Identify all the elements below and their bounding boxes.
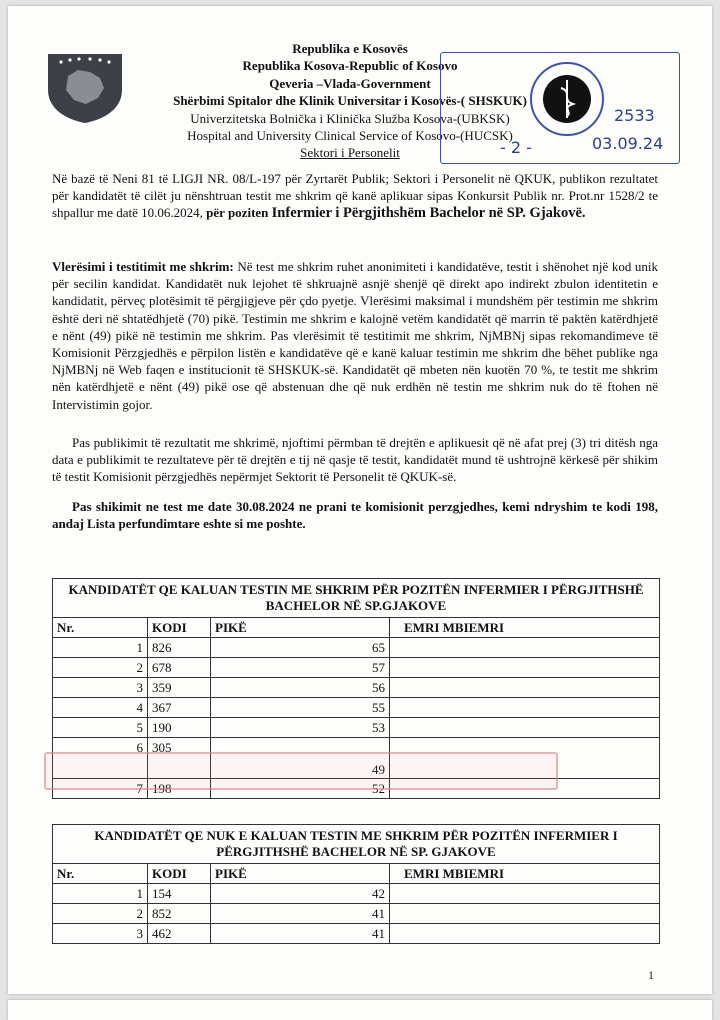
table-row [53,924,660,944]
column-header: KODI [148,864,211,884]
cell-kodi: 198 [148,779,211,799]
table-row [53,638,660,658]
registry-stamp [440,52,680,164]
table-row [53,718,660,738]
table-header-row [53,864,660,884]
table-row [53,884,660,904]
cell-kodi: 359 [148,678,211,698]
cell-name [390,884,660,904]
intro-bold: për poziten [206,205,269,221]
column-header: Nr. [53,864,148,884]
stamp-copy: - 2 - [500,138,532,157]
column-header: EMRI MBIEMRI [390,618,660,638]
cell-pike: 41 [211,904,390,924]
table-row [53,904,660,924]
intro-text: Në bazë të Neni 81 të LIGJI NR. 08/L-197 për Zyrtarët Publik; Sektori i Personelit në QKUK, publikon rezultatet për kandidatët të cilët ju nënshtruan testit me shkrim që kanë aplikuar sipas Konkursit Publik nr. Prot.nr 1528/2 te shpallur me datë 10.06.2024, [52,171,658,221]
stamp-number: 2533 [614,106,655,125]
header-line: Republika e Kosovës [292,41,408,56]
cell-pike: 57 [211,658,390,678]
cell-nr: 6 [53,738,148,779]
cell-kodi: 367 [148,698,211,718]
cell-kodi: 852 [148,904,211,924]
cell-name [390,904,660,924]
header-line: Republika Kosova-Republic of Kosovo [242,58,458,74]
cell-name [390,638,660,658]
header-line: Sektori i Personelit [300,145,400,161]
cell-nr: 7 [53,779,148,799]
cell-name [390,658,660,678]
header-line: Hospital and University Clinical Service of Kosovo-(HUCSK) [187,128,513,144]
table-title: KANDIDATËT QE KALUAN TESTIN ME SHKRIM PËR POZITËN INFERMIER I PËRGJITHSHË BACHELOR NË SP.GJAKOVE [53,579,660,618]
cell-nr: 3 [53,924,148,944]
cell-kodi: 190 [148,718,211,738]
cell-pike: 41 [211,924,390,944]
cell-kodi: 462 [148,924,211,944]
notice-paragraph [52,498,658,532]
row-highlight-marker [44,752,558,790]
cell-pike: 49 [211,738,390,779]
cell-nr: 2 [53,904,148,924]
cell-kodi: 826 [148,638,211,658]
position-title: Infermier i Përgjithshëm Bachelor në SP. Gjakovë. [271,205,586,222]
cell-pike: 55 [211,698,390,718]
cell-nr: 2 [53,658,148,678]
cell-name [390,698,660,718]
table-title: KANDIDATËT QE NUK E KALUAN TESTIN ME SHKRIM PËR POZITËN INFERMIER I PËRGJITHSHË BACHELOR NË SP. GJAKOVE [53,825,660,864]
intro-paragraph [52,170,658,223]
cell-pike: 42 [211,884,390,904]
evaluation-text: Në test me shkrim ruhet anonimiteti i kandidatëve, testit i shënohet një kod unik për secilin kandidat. Kandidatët nuk lejohet të shkruajnë asnjë shenjë që direkt apo indirekt zbulon identitetin e kandidatit, përveç plotësimit të përgjigjeve për çdo pyetje. Vlerësimi maksimal i mundshëm për testimin me shkrim është deri në shtatëdhjetë (70) pikë. Testimin me shkrim e kalojnë vetëm kandidatët që marrin të paktën katërdhjetë e nënt (49) pikë në testimin me shkrim. Pas vlerësimit të testitimit me shkrim, NjMBNj sipas rekomandimeve të Komisionit Përzgjedhës e përpilon listën e kandidatëve që e kanë kaluar testimin me shkrim dhe bëhet publike nga NjMBNj në Web faqen e institucionit të SHSKUK-së. Kandidatët që mbeten nën kuotën 70 %, te testit me shkrim nën katërdhjetë e nënt (49) pikë ose që abstenuan dhe që nuk erdhën në testin me shkrim nuk do të ftohen në Intervistimin gojor. [52,259,658,412]
table-row [53,658,660,678]
cell-name [390,924,660,944]
cell-nr: 4 [53,698,148,718]
cell-pike: 53 [211,718,390,738]
cell-nr: 1 [53,884,148,904]
notice-text: Pas shikimit ne test me date 30.08.2024 ne prani te komisionit perzgjedhes, kemi ndryshim te kodi 198, andaj Lista perfundimtare eshte si me poshte. [52,499,658,532]
table-row [53,678,660,698]
column-header: EMRI MBIEMRI [390,864,660,884]
cell-pike: 56 [211,678,390,698]
cell-nr: 5 [53,718,148,738]
cell-pike: 65 [211,638,390,658]
page-number: 1 [648,968,654,982]
appeal-text: Pas publikimit të rezultatit me shkrimë, njoftimi përmban të drejtën e aplikuesit që në afat prej (3) tri ditësh nga data e publikimit te rezultateve për të drejtën e tij në qasje të testit, kandidatët mund të ushtrojnë kërkesë për shikim të testit Komisionit përzgjedhës nepërmjet Sektorit të Personelit të QKUK-së. [52,435,658,485]
next-page-edge [8,1000,712,1020]
evaluation-paragraph [52,258,658,413]
cell-nr: 3 [53,678,148,698]
seal-icon [528,60,606,138]
column-header: PIKË [211,864,390,884]
failed-candidates-table [52,824,660,944]
appeal-paragraph [52,434,658,486]
cell-kodi: 678 [148,658,211,678]
cell-kodi: 305 [148,738,211,779]
column-header: Nr. [53,618,148,638]
header-line: Shërbimi Spitalor dhe Klinik Universitar i Kosovës-( SHSKUK) [173,93,527,109]
table-header-row [53,618,660,638]
column-header: KODI [148,618,211,638]
stamp-date: 03.09.24 [592,134,664,153]
cell-name [390,718,660,738]
cell-name [390,678,660,698]
cell-pike: 52 [211,779,390,799]
header-line: Qeveria –Vlada-Government [269,75,431,91]
evaluation-label: Vlerësimi i testitimit me shkrim: [52,259,234,274]
cell-nr: 1 [53,638,148,658]
header-line: Univerzitetska Bolnička i Klinička Služba Kosova-(UBKSK) [190,110,510,126]
cell-kodi: 154 [148,884,211,904]
column-header: PIKË [211,618,390,638]
table-row [53,698,660,718]
